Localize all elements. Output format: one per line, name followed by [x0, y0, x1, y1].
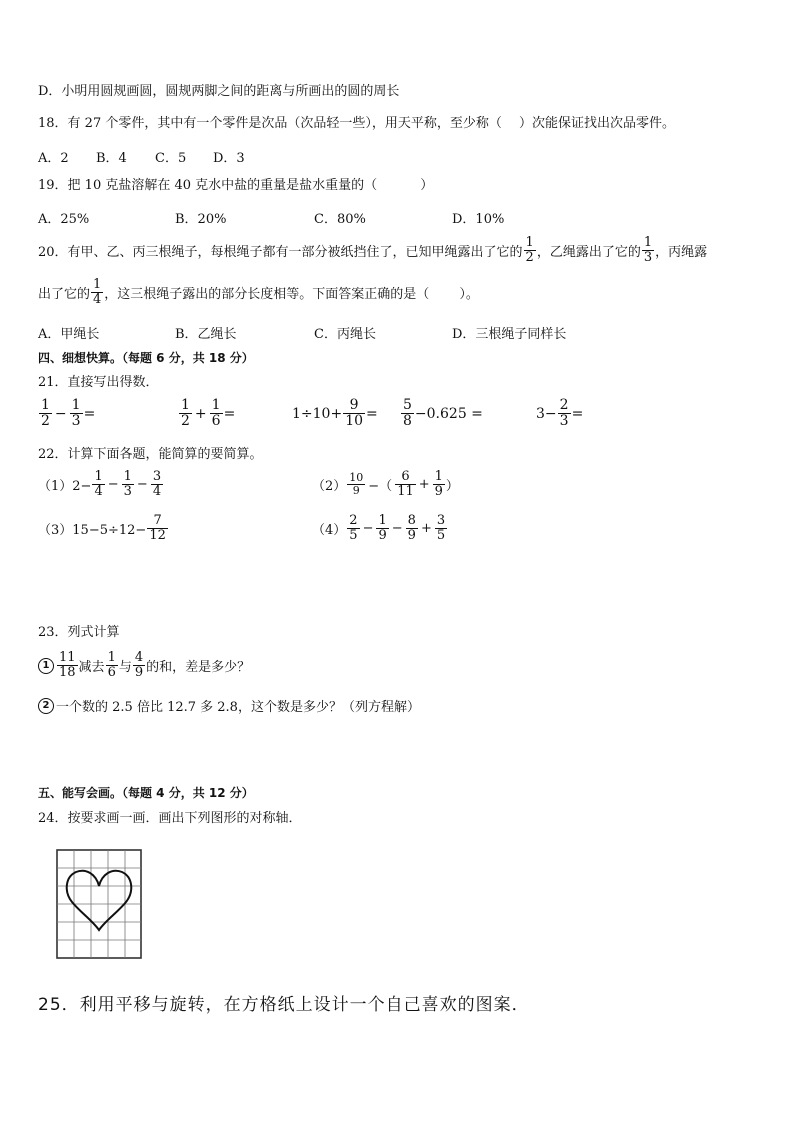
fraction-numerator: 8	[407, 513, 416, 528]
fraction-denominator: 8	[403, 413, 412, 430]
q21-expression-2	[178, 398, 235, 430]
operator: +	[194, 405, 207, 422]
fraction-numerator: 1	[94, 469, 103, 484]
operator: −	[362, 521, 374, 537]
fraction-numerator: 5	[403, 397, 412, 413]
fraction-numerator: 1	[434, 469, 443, 484]
q21-expression-4	[400, 398, 483, 430]
q20-fraction-yi	[642, 236, 654, 266]
fraction-denominator: 4	[94, 484, 103, 500]
fraction-denominator: 5	[436, 528, 446, 544]
fraction	[406, 514, 418, 544]
fraction-denominator: 9	[434, 484, 443, 500]
fraction-numerator: 2	[559, 397, 569, 413]
item-text: 减去	[78, 660, 105, 676]
fraction	[39, 398, 52, 430]
q20-option-b: B．乙绳长	[175, 327, 237, 342]
q22-problem-1	[38, 470, 164, 500]
expression-prefix: 1÷10+	[292, 405, 343, 422]
q20-line1	[38, 236, 707, 266]
section-5-title: 五、能写会画。（每题 4 分，共 12 分）	[38, 786, 254, 800]
fraction	[433, 470, 445, 500]
fraction-numerator: 9	[343, 398, 365, 414]
fraction	[435, 514, 447, 544]
fraction-denominator: 3	[123, 484, 132, 500]
fraction-numerator: 6	[395, 470, 416, 485]
q19-stem: 19．把 10 克盐溶解在 40 克水中盐的重量是盐水重量的（ ）	[38, 178, 434, 193]
fraction-denominator: 9	[352, 484, 360, 498]
fraction-denominator: 10	[345, 413, 364, 430]
equals: =	[366, 405, 378, 422]
q20-line2	[38, 278, 479, 308]
equals: =	[571, 405, 584, 422]
q20-text-1a: 20．有甲、乙、丙三根绳子，每根绳子都有一部分被纸挡住了，已知甲绳露出了它的	[38, 245, 523, 261]
problem-label: （3）15−5÷12−	[38, 523, 147, 539]
q24-stem: 24．按要求画一画．画出下列图形的对称轴．	[38, 811, 302, 826]
fraction-denominator: 3	[559, 413, 569, 430]
q21-expression-1	[38, 398, 95, 430]
fraction-numerator: 1	[41, 397, 50, 413]
fraction-numerator: 2	[349, 513, 358, 528]
fraction	[70, 398, 83, 430]
fraction-numerator: 3	[152, 469, 162, 484]
q20-fraction-jia	[524, 236, 536, 266]
q25-stem: 25．利用平移与旋转，在方格纸上设计一个自己喜欢的图案．	[38, 995, 530, 1015]
equals: =	[83, 405, 96, 422]
q22-stem: 22．计算下面各题，能简算的要简算。	[38, 447, 263, 462]
fraction-denominator: 2	[41, 413, 50, 430]
operator: +	[418, 477, 430, 493]
q18-option-a: A．2	[38, 151, 69, 166]
fraction	[401, 398, 414, 430]
fraction	[106, 651, 118, 681]
heart-grid-figure	[56, 848, 144, 960]
item-text: 与	[118, 660, 132, 676]
fraction-numerator: 1	[643, 235, 653, 250]
q18-stem: 18．有 27 个零件，其中有一个零件是次品（次品轻一些），用天平称，至少称（ ）次能保证找出次品零件。	[38, 116, 675, 131]
problem-label: （1）2−	[38, 479, 92, 495]
fraction-denominator: 9	[407, 528, 416, 544]
item-text: 一个数的 2.5 倍比 12.7 多 2.8，这个数是多少？（列方程解）	[56, 700, 420, 715]
equals: =	[223, 405, 236, 422]
fraction-numerator: 1	[93, 277, 102, 292]
fraction-numerator: 3	[436, 513, 446, 528]
problem-label: （2）	[312, 479, 347, 495]
q23-item-1	[38, 651, 250, 681]
fraction	[133, 651, 145, 681]
fraction	[57, 651, 78, 681]
q20-option-d: D．三根绳子同样长	[452, 327, 567, 342]
fraction	[347, 514, 359, 544]
q20-option-a: A．甲绳长	[38, 327, 100, 342]
fraction-denominator: 9	[378, 528, 387, 544]
q18-option-b: B．4	[96, 151, 127, 166]
fraction	[210, 398, 223, 430]
operator: −	[391, 521, 403, 537]
fraction-numerator: 1	[107, 650, 116, 665]
fraction-numerator: 4	[134, 650, 144, 665]
q20-text-1b: ，乙绳露出了它的	[536, 245, 641, 261]
fraction-numerator: 1	[378, 513, 387, 528]
q21-stem: 21．直接写出得数．	[38, 375, 159, 390]
expression-suffix: −0.625 =	[414, 405, 483, 422]
fraction-denominator: 2	[181, 413, 190, 430]
fraction-numerator: 1	[123, 469, 132, 484]
q21-expression-3	[292, 398, 378, 430]
fraction-denominator: 3	[71, 413, 81, 430]
fraction-denominator: 4	[93, 292, 102, 308]
q18-option-d: D．3	[213, 151, 245, 166]
operator: +	[420, 521, 432, 537]
q20-text-2a: 出了它的	[38, 287, 91, 303]
fraction-denominator: 6	[211, 413, 221, 430]
fraction	[343, 398, 365, 430]
problem-label: （4）	[312, 523, 347, 539]
fraction-denominator: 4	[152, 484, 162, 500]
operator: −（	[368, 479, 393, 495]
section-4-title: 四、细想快算。（每题 6 分，共 18 分）	[38, 351, 254, 365]
fraction	[347, 472, 365, 497]
fraction-denominator: 5	[349, 528, 358, 544]
fraction-denominator: 3	[643, 250, 653, 266]
q18-option-c: C．5	[155, 151, 187, 166]
operator: −	[54, 405, 67, 422]
fraction	[376, 514, 388, 544]
fraction	[92, 470, 104, 500]
q19-option-c: C．80%	[314, 212, 366, 227]
q20-text-2b: ，这三根绳子露出的部分长度相等。下面答案正确的是（ ）。	[104, 287, 479, 303]
q20-text-1c: ，丙绳露	[655, 245, 708, 261]
fraction-denominator: 11	[397, 484, 414, 500]
fraction-numerator: 11	[59, 650, 76, 665]
q23-stem: 23．列式计算	[38, 625, 120, 640]
expression-prefix: 3−	[536, 405, 557, 422]
fraction-denominator: 18	[59, 665, 76, 681]
fraction-numerator: 1	[211, 397, 221, 413]
q17-option-d: D．小明用圆规画圆，圆规两脚之间的距离与所画出的圆的周长	[38, 84, 400, 99]
fraction	[151, 470, 163, 500]
q19-option-d: D．10%	[452, 212, 505, 227]
q19-option-a: A．25%	[38, 212, 90, 227]
operator: −	[107, 477, 119, 493]
fraction-denominator: 2	[525, 250, 534, 266]
q21-expression-5	[536, 398, 583, 430]
close-paren: ）	[445, 479, 459, 495]
fraction-denominator: 12	[149, 528, 166, 544]
q23-item-2	[38, 696, 420, 715]
fraction-numerator: 10	[349, 471, 364, 485]
item-text: 的和，差是多少？	[146, 660, 251, 676]
fraction-numerator: 7	[147, 514, 168, 529]
circled-number-2: 2	[38, 698, 54, 714]
q20-option-c: C．丙绳长	[314, 327, 376, 342]
q19-option-b: B．20%	[175, 212, 227, 227]
q22-problem-2	[312, 470, 459, 500]
fraction-denominator: 6	[107, 665, 116, 681]
operator: −	[136, 477, 148, 493]
q22-problem-4	[312, 514, 448, 544]
fraction	[147, 514, 168, 544]
fraction-numerator: 1	[71, 397, 81, 413]
circled-number-1: 1	[38, 658, 54, 674]
fraction-numerator: 1	[525, 235, 534, 250]
fraction	[558, 398, 571, 430]
q20-fraction-bing	[91, 278, 103, 308]
fraction-numerator: 1	[181, 397, 190, 413]
q22-problem-3	[38, 514, 169, 544]
fraction-denominator: 9	[134, 665, 144, 681]
fraction	[122, 470, 134, 500]
fraction	[395, 470, 416, 500]
fraction	[179, 398, 192, 430]
